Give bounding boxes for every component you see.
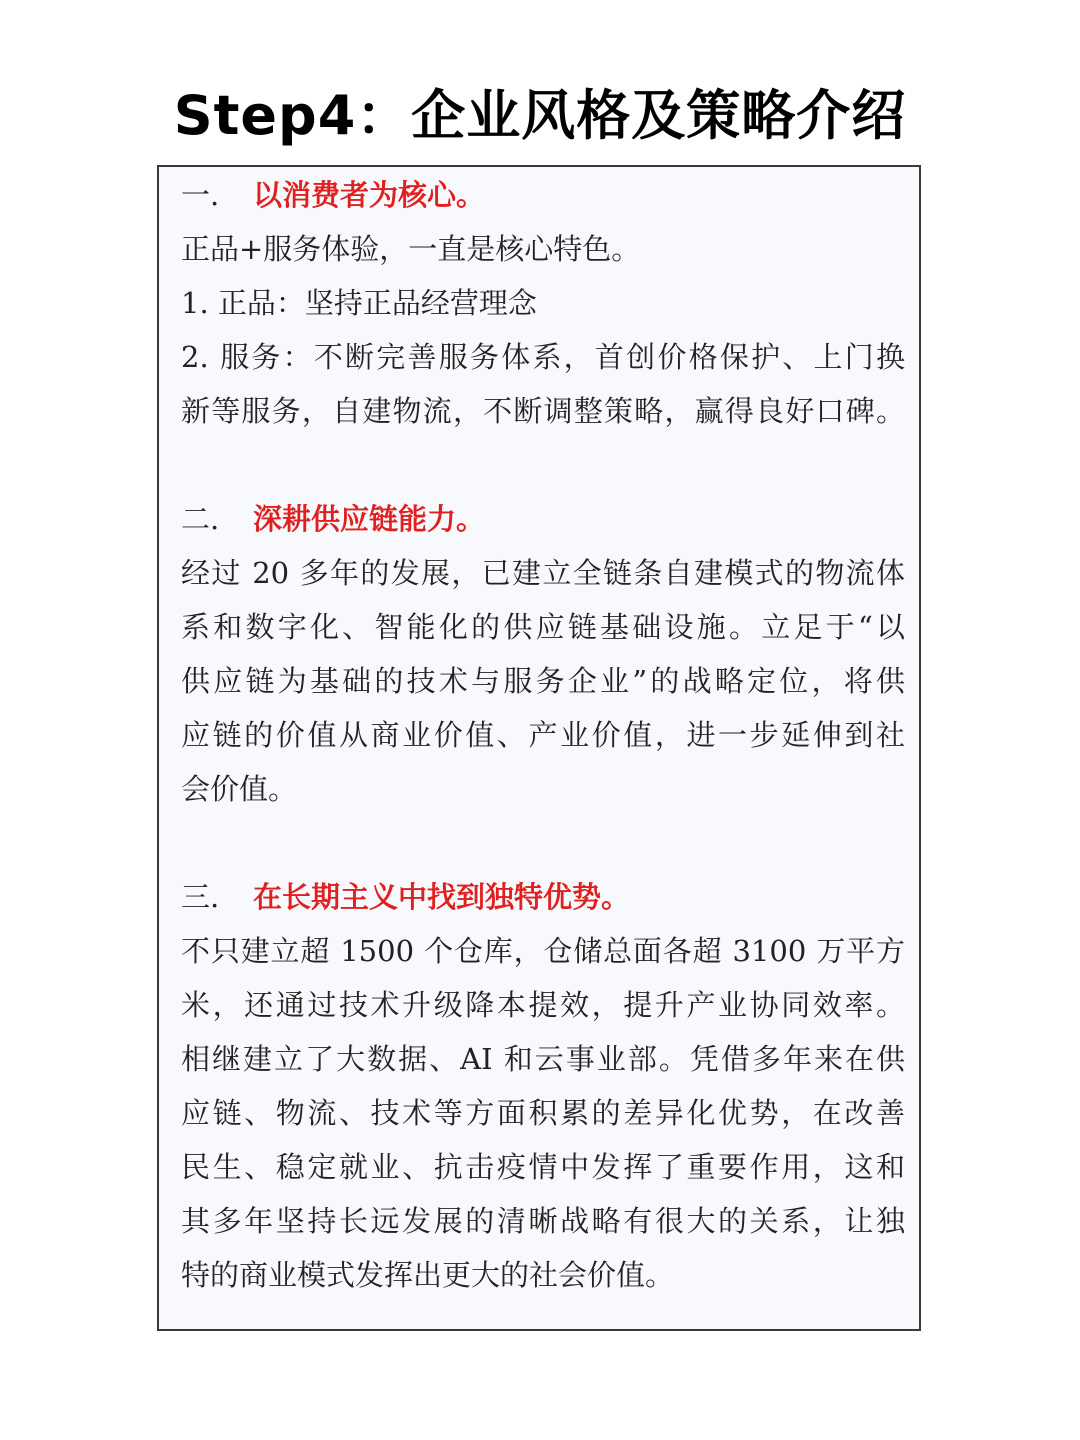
section-heading-text: 在长期主义中找到独特优势。 [253, 880, 631, 914]
section-spacer [181, 816, 905, 870]
paragraph-line: 其多年坚持长远发展的清晰战略有很大的关系，让独 [181, 1204, 905, 1238]
section-spacer [181, 438, 905, 492]
paragraph-line: 应链、物流、技术等方面积累的差异化优势，在改善 [181, 1096, 905, 1130]
page-title: Step4：企业风格及策略介绍 [173, 84, 907, 147]
paragraph-line: 新等服务，自建物流，不断调整策略，赢得良好口碑。 [181, 394, 905, 428]
section-heading [181, 870, 905, 924]
section-number: 二. [181, 502, 220, 536]
section-number: 一. [181, 178, 220, 212]
section-heading [181, 492, 905, 546]
text-column [181, 168, 905, 1302]
section-number: 三. [181, 880, 220, 914]
paragraph-line: 正品+服务体验，一直是核心特色。 [181, 232, 641, 266]
section-heading-text: 深耕供应链能力。 [253, 502, 486, 536]
section-heading [181, 168, 905, 222]
paragraph-line: 米，还通过技术升级降本提效，提升产业协同效率。 [181, 988, 905, 1022]
section-heading-text: 以消费者为核心。 [253, 178, 486, 212]
paragraph-line: 经过 20 多年的发展，已建立全链条自建模式的物流体 [181, 556, 905, 590]
paragraph-line: 民生、稳定就业、抗击疫情中发挥了重要作用，这和 [181, 1150, 905, 1184]
content-box [157, 165, 921, 1331]
paragraph-line: 供应链为基础的技术与服务企业”的战略定位，将供 [181, 664, 905, 698]
paragraph-line: 相继建立了大数据、AI 和云事业部。凭借多年来在供 [181, 1042, 905, 1076]
paragraph-line: 1. 正品：坚持正品经营理念 [181, 286, 537, 320]
paragraph-line: 不只建立超 1500 个仓库，仓储总面各超 3100 万平方 [181, 934, 905, 968]
paragraph-line: 特的商业模式发挥出更大的社会价值。 [181, 1258, 675, 1292]
paragraph-line: 应链的价值从商业价值、产业价值，进一步延伸到社 [181, 718, 905, 752]
paragraph-line: 会价值。 [181, 772, 298, 806]
paragraph-line: 2. 服务：不断完善服务体系，首创价格保护、上门换 [181, 340, 905, 374]
paragraph-line: 系和数字化、智能化的供应链基础设施。立足于“以 [181, 610, 905, 644]
